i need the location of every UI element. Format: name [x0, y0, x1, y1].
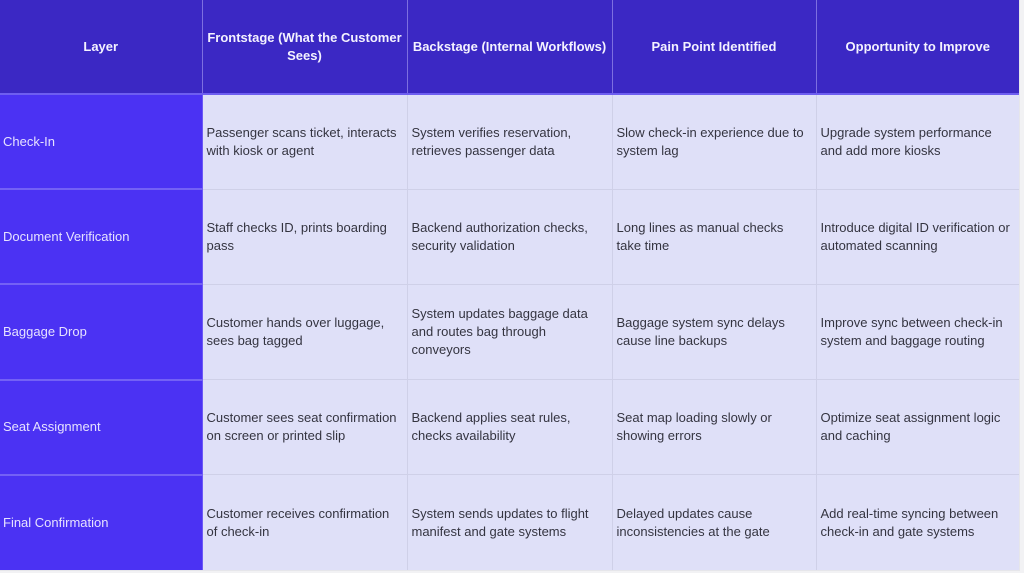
opportunity-cell: Introduce digital ID verification or automated scanning	[816, 189, 1019, 284]
backstage-cell: System sends updates to flight manifest and gate systems	[407, 475, 612, 570]
table-row	[0, 380, 1019, 475]
header-layer: Layer	[0, 0, 202, 94]
pain-point-cell: Delayed updates cause inconsistencies at the gate	[612, 475, 816, 570]
opportunity-cell: Improve sync between check-in system and baggage routing	[816, 284, 1019, 379]
table-row	[0, 475, 1019, 570]
table-row	[0, 94, 1019, 189]
layer-cell: Baggage Drop	[0, 284, 202, 379]
backstage-cell: System updates baggage data and routes bag through conveyors	[407, 284, 612, 379]
backstage-cell: Backend applies seat rules, checks availability	[407, 380, 612, 475]
frontstage-cell: Staff checks ID, prints boarding pass	[202, 189, 407, 284]
layer-cell: Final Confirmation	[0, 475, 202, 570]
header-frontstage: Frontstage (What the Customer Sees)	[202, 0, 407, 94]
header-backstage: Backstage (Internal Workflows)	[407, 0, 612, 94]
header-pain-point: Pain Point Identified	[612, 0, 816, 94]
pain-point-cell: Seat map loading slowly or showing errors	[612, 380, 816, 475]
frontstage-cell: Customer hands over luggage, sees bag tagged	[202, 284, 407, 379]
pain-point-cell: Long lines as manual checks take time	[612, 189, 816, 284]
table-row	[0, 189, 1019, 284]
header-row	[0, 0, 1019, 94]
opportunity-cell: Add real-time syncing between check-in and gate systems	[816, 475, 1019, 570]
pain-point-cell: Slow check-in experience due to system lag	[612, 94, 816, 189]
backstage-cell: Backend authorization checks, security validation	[407, 189, 612, 284]
opportunity-cell: Upgrade system performance and add more kiosks	[816, 94, 1019, 189]
header-opportunity: Opportunity to Improve	[816, 0, 1019, 94]
frontstage-cell: Customer receives confirmation of check-in	[202, 475, 407, 570]
backstage-cell: System verifies reservation, retrieves passenger data	[407, 94, 612, 189]
layer-cell: Seat Assignment	[0, 380, 202, 475]
layer-cell: Document Verification	[0, 189, 202, 284]
layer-cell: Check-In	[0, 94, 202, 189]
table-row	[0, 284, 1019, 379]
frontstage-cell: Customer sees seat confirmation on screen or printed slip	[202, 380, 407, 475]
frontstage-cell: Passenger scans ticket, interacts with kiosk or agent	[202, 94, 407, 189]
pain-point-cell: Baggage system sync delays cause line backups	[612, 284, 816, 379]
opportunity-cell: Optimize seat assignment logic and caching	[816, 380, 1019, 475]
